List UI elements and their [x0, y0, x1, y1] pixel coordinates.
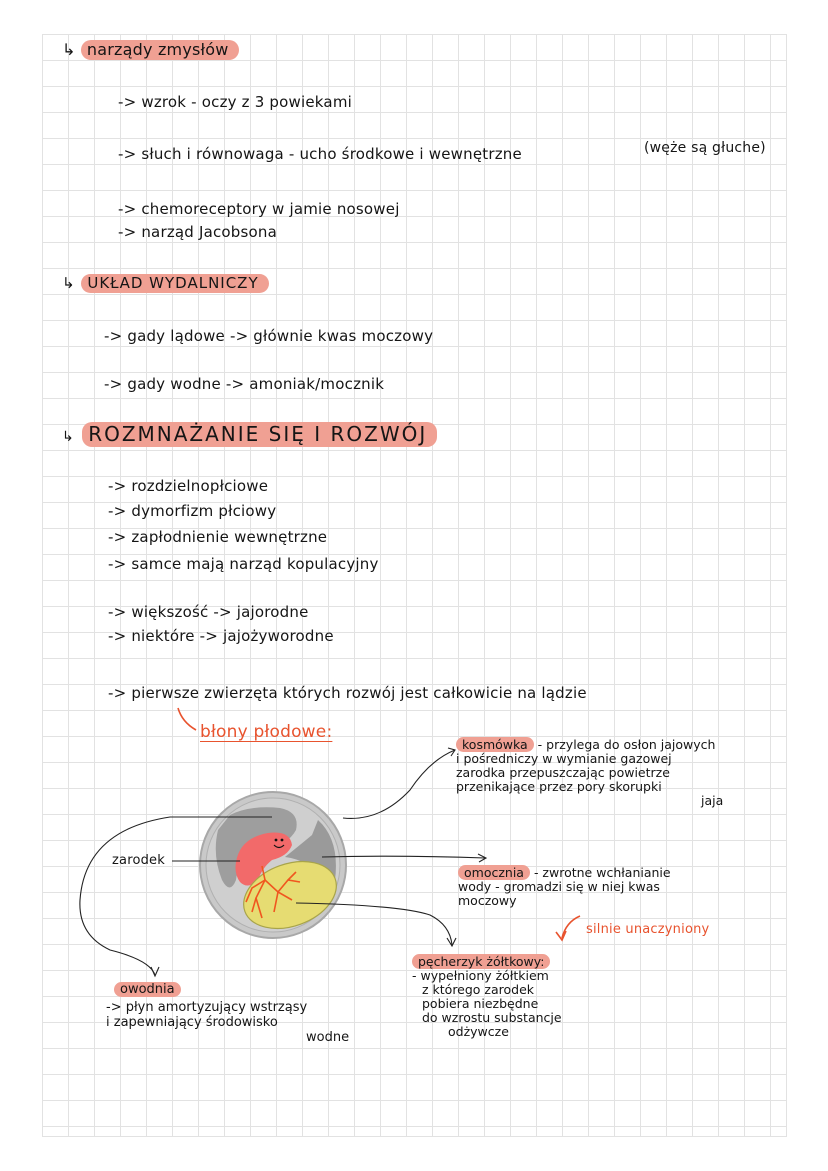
note-text: - przylega do osłon jajowych: [537, 737, 716, 752]
note-line: -> dymorfizm płciowy: [108, 502, 277, 520]
yolk-sac-note: [412, 955, 672, 1039]
note-line: -> gady wodne -> amoniak/mocznik: [104, 375, 385, 393]
embryo-label: zarodek: [112, 853, 165, 868]
heading-highlight: UKŁAD WYDALNICZY: [81, 274, 268, 293]
note-line: -> niektóre -> jajożyworodne: [108, 627, 334, 645]
vascular-note: silnie unaczyniony: [586, 922, 710, 937]
note-line: -> gady lądowe -> głównie kwas moczowy: [104, 327, 434, 345]
arrow-icon: ↳: [62, 274, 82, 292]
note-text: przenikające przez pory skorupki: [456, 779, 662, 794]
note-aside: (węże są głuche): [644, 140, 766, 156]
note-line: -> narząd Jacobsona: [118, 223, 278, 241]
term-highlight: owodnia: [114, 982, 181, 997]
note-text: - zwrotne wchłanianie: [533, 865, 671, 880]
note-text: i pośredniczy w wymianie gazowej: [456, 751, 672, 766]
arrow-icon: ↳: [62, 429, 83, 445]
orange-arrow-icon: [178, 708, 196, 730]
note-text: pobiera niezbędne: [422, 996, 539, 1011]
membranes-label: błony płodowe:: [200, 722, 333, 742]
term-highlight: pęcherzyk żółtkowy:: [412, 954, 550, 969]
note-text: wody - gromadzi się w niej kwas: [458, 879, 660, 894]
note-line: -> większość -> jajorodne: [108, 603, 309, 621]
note-text: wodne: [306, 1030, 350, 1045]
note-line: -> pierwsze zwierzęta których rozwój jest całkowicie na lądzie: [108, 684, 587, 702]
arrow-icon: ↳: [62, 40, 81, 59]
note-text: -> płyn amortyzujący wstrząsy: [106, 1000, 308, 1015]
amnion-note: [106, 982, 426, 1045]
note-text: zarodka przepuszczając powietrze: [456, 765, 670, 780]
note-text: z którego zarodek: [422, 982, 535, 997]
note-line: -> rozdzielnopłciowe: [108, 477, 269, 495]
note-line: -> słuch i równowaga - ucho środkowe i wewnętrzne: [118, 145, 522, 163]
note-text: i zapewniający środowisko: [106, 1015, 278, 1030]
heading-highlight: narządy zmysłów: [81, 40, 239, 60]
term-highlight: omocznia: [458, 865, 530, 880]
note-text: moczowy: [458, 893, 517, 908]
allantois-note: [458, 866, 788, 908]
chorion-note: [456, 738, 786, 808]
term-highlight: kosmówka: [456, 737, 534, 752]
heading-highlight: ROZMNAŻANIE SIĘ I ROZWÓJ: [82, 422, 437, 447]
note-text: - wypełniony żółtkiem: [412, 968, 549, 983]
note-line: -> zapłodnienie wewnętrzne: [108, 528, 328, 546]
note-line: -> chemoreceptory w jamie nosowej: [118, 200, 400, 218]
note-line: -> wzrok - oczy z 3 powiekami: [118, 93, 352, 111]
note-text: jaja: [701, 793, 724, 808]
note-line: -> samce mają narząd kopulacyjny: [108, 555, 379, 573]
note-text: odżywcze: [448, 1024, 509, 1039]
note-text: do wzrostu substancje: [422, 1010, 562, 1025]
